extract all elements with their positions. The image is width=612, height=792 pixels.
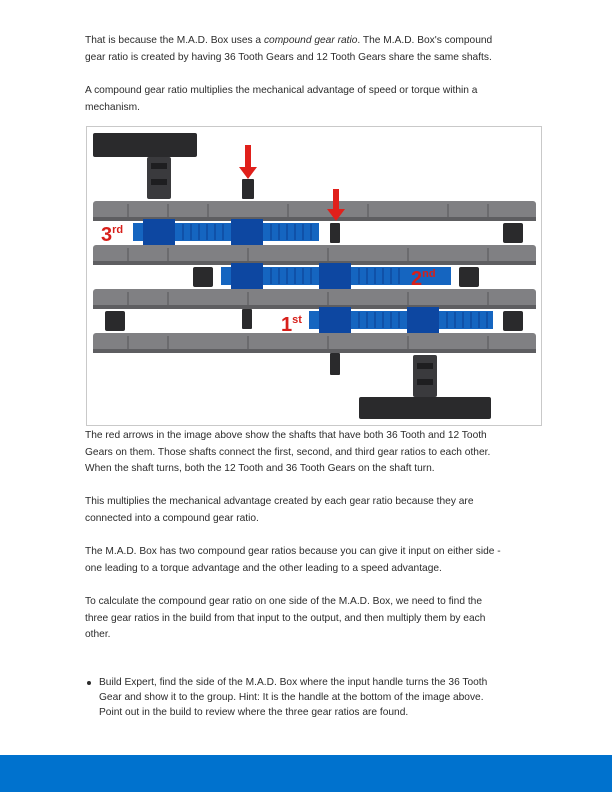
intro-paragraph [85, 33, 533, 66]
first-gear-row [309, 307, 493, 333]
gear-build-diagram [87, 127, 541, 425]
beam-1 [93, 201, 536, 221]
intro-line-2: gear ratio is created by having 36 Tooth Gears and 12 Tooth Gears share the same shafts. [85, 51, 492, 63]
first-label: 1st [281, 314, 302, 336]
footer-bar [0, 755, 612, 792]
beam-3 [93, 289, 536, 309]
definition-paragraph: A compound gear ratio multiplies the mechanical advantage of speed or torque within a mechanism. [85, 85, 478, 113]
bottom-handle-bar [359, 397, 491, 419]
third-label: 3rd [101, 224, 124, 246]
multiplies-paragraph: This multiplies the mechanical advantage created by each gear ratio because they are connected into a compound gear ratio. [85, 496, 474, 524]
second-label: 2nd [411, 268, 436, 290]
calculate-paragraph: To calculate the compound gear ratio on one side of the M.A.D. Box, we need to find the three gear ratios in the build from that input to the output, and then multiply them by each other. [85, 596, 486, 640]
bullet-dot-icon [87, 681, 91, 685]
explanation-paragraph: The red arrows in the image above show the shafts that have both 36 Tooth and 12 Tooth Gears on them. Those shafts connect the first, second, and third gear ratios to each other. When the shaft turns, both the 12 Tooth and 36 Tooth Gears on the shaft turn. [85, 430, 491, 474]
third-gear-row [133, 219, 319, 245]
intro-line-1: That is because the M.A.D. Box uses a compound gear ratio. The M.A.D. Box's compound [85, 35, 493, 46]
gear-build-figure [86, 126, 542, 426]
beam-2 [93, 245, 536, 265]
beam-4 [93, 333, 536, 353]
two-ratios-paragraph: The M.A.D. Box has two compound gear ratios because you can give it input on either side - one leading to a torque advantage and the other leading to a speed advantage. [85, 546, 501, 574]
bullet-item: Build Expert, find the side of the M.A.D. Box where the input handle turns the 36 Tooth Gear and show it to the group. Hint: It is the handle at the bottom of the image above. Point out in the build to review where the three gear ratios are found. [99, 677, 488, 718]
top-handle-bar [93, 133, 197, 157]
bottom-handle-shaft [413, 355, 437, 397]
red-arrow-left [239, 145, 257, 179]
compound-gear-ratio-term: compound gear ratio [263, 35, 358, 46]
